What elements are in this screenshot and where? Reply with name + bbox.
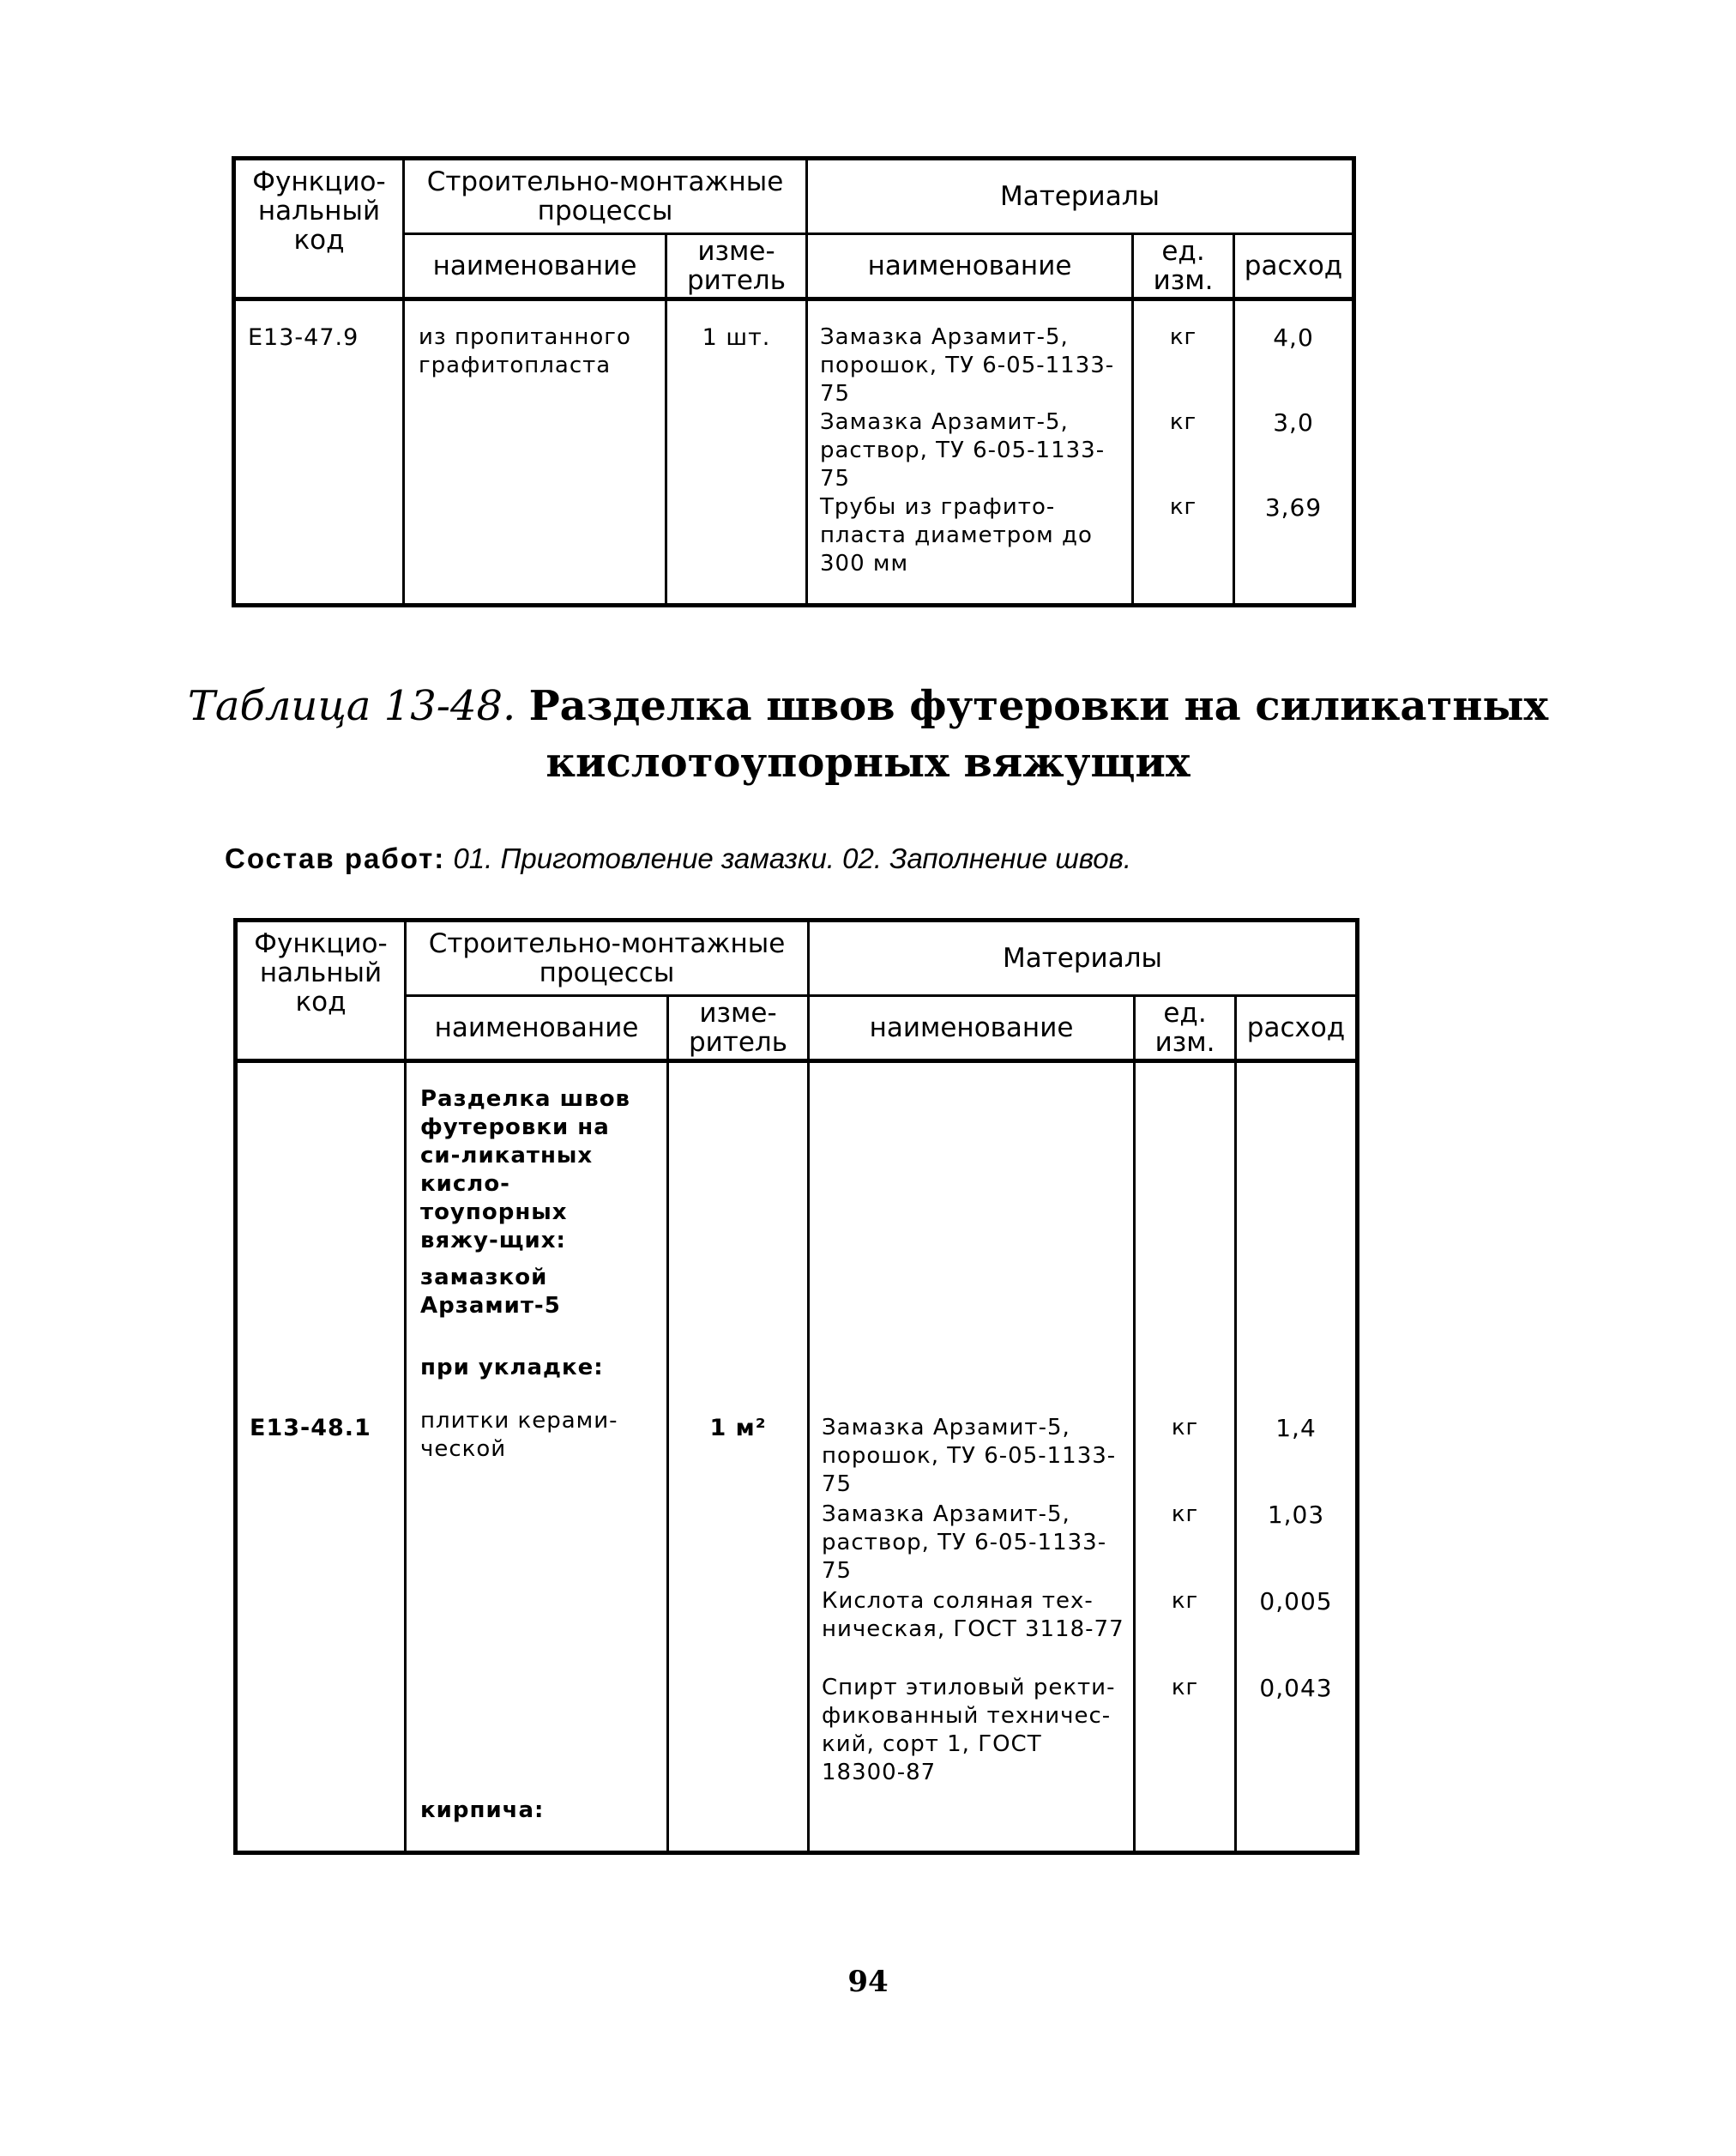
- function-code: Е13-48.1: [250, 1415, 371, 1441]
- header-materials: Материалы: [809, 921, 1358, 996]
- materials-list: [809, 1061, 1135, 1853]
- material-unit: кг: [1169, 494, 1197, 520]
- units-list: [1133, 299, 1234, 606]
- header-code: Функцио-нальный код: [234, 159, 404, 299]
- materials-list: [807, 299, 1133, 606]
- header-process-name: наименование: [406, 996, 668, 1061]
- material-qty: 1,4: [1275, 1414, 1317, 1442]
- material-name: Замазка Арзамит-5, порошок, ТУ 6-05-1133-75: [822, 1415, 1117, 1497]
- section-when: при укладке:: [420, 1355, 604, 1380]
- material-qty: 0,043: [1259, 1674, 1333, 1702]
- section-heading: Разделка швов футеровки на си-ликатных кисло-тоупорных вяжу-щих:: [420, 1086, 631, 1253]
- caption-label: Таблица 13-48.: [187, 682, 516, 730]
- header-materials: Материалы: [807, 159, 1354, 234]
- material-qty: 3,0: [1273, 408, 1314, 437]
- header-processes: Строительно-монтажные процессы: [406, 921, 809, 996]
- header-unit: ед. изм.: [1135, 996, 1236, 1061]
- table-caption-line2: [0, 734, 1736, 791]
- measurer: 1 м²: [709, 1415, 767, 1441]
- qty-list: [1236, 1061, 1358, 1853]
- material-name: Замазка Арзамит-5, раствор, ТУ 6-05-1133-75: [820, 409, 1106, 492]
- caption-title-line2: кислотоупорных вяжущих: [546, 739, 1190, 787]
- process-name-cell: [406, 1061, 668, 1853]
- work-composition: [225, 842, 1131, 875]
- section-footer: кирпича:: [420, 1797, 545, 1823]
- header-measurer: изме-ритель: [668, 996, 809, 1061]
- table-13-47: [232, 156, 1356, 607]
- material-unit: кг: [1169, 409, 1197, 435]
- header-consumption: расход: [1236, 996, 1358, 1061]
- material-unit: кг: [1169, 324, 1197, 350]
- header-material-name: наименование: [807, 234, 1133, 299]
- measurer-cell: [668, 1061, 809, 1853]
- process-name: плитки керами-ческой: [420, 1408, 618, 1462]
- units-list: [1135, 1061, 1236, 1853]
- material-unit: кг: [1171, 1588, 1199, 1614]
- header-material-name: наименование: [809, 996, 1135, 1061]
- material-name: Кислота соляная тех-ническая, ГОСТ 3118-77: [822, 1588, 1124, 1642]
- page-number: 94: [847, 1965, 889, 1999]
- function-code: Е13-47.9: [234, 299, 404, 606]
- measurer: 1 шт.: [666, 299, 807, 606]
- qty-list: [1234, 299, 1354, 606]
- header-measurer: изме-ритель: [666, 234, 807, 299]
- material-unit: кг: [1171, 1415, 1199, 1440]
- header-processes: Строительно-монтажные процессы: [404, 159, 807, 234]
- table-13-48: [233, 918, 1359, 1855]
- caption-title-line1: Разделка швов футеровки на силикатных: [528, 682, 1549, 730]
- table-caption: [0, 678, 1736, 734]
- header-process-name: наименование: [404, 234, 666, 299]
- section-subheading: замазкой Арзамит-5: [420, 1265, 561, 1319]
- function-code-cell: [236, 1061, 406, 1853]
- material-qty: 3,69: [1264, 493, 1323, 522]
- material-name: Замазка Арзамит-5, раствор, ТУ 6-05-1133-75: [822, 1501, 1107, 1584]
- material-qty: 4,0: [1273, 323, 1314, 352]
- material-name: Спирт этиловый ректи-фикованный техничес-кий, сорт 1, ГОСТ 18300-87: [822, 1675, 1116, 1785]
- material-unit: кг: [1171, 1501, 1199, 1527]
- material-qty: 0,005: [1259, 1587, 1333, 1615]
- header-unit: ед. изм.: [1133, 234, 1234, 299]
- composition-text: 01. Приготовление замазки. 02. Заполнение швов.: [453, 842, 1132, 874]
- header-code: Функцио-нальный код: [236, 921, 406, 1061]
- material-name: Трубы из графито-пласта диаметром до 300 мм: [820, 494, 1093, 577]
- material-unit: кг: [1171, 1675, 1199, 1700]
- material-qty: 1,03: [1267, 1501, 1325, 1529]
- process-name: из пропитанного графитопласта: [404, 299, 666, 606]
- header-consumption: расход: [1234, 234, 1354, 299]
- composition-label: Состав работ:: [225, 842, 446, 874]
- material-name: Замазка Арзамит-5, порошок, ТУ 6-05-1133-75: [820, 324, 1115, 407]
